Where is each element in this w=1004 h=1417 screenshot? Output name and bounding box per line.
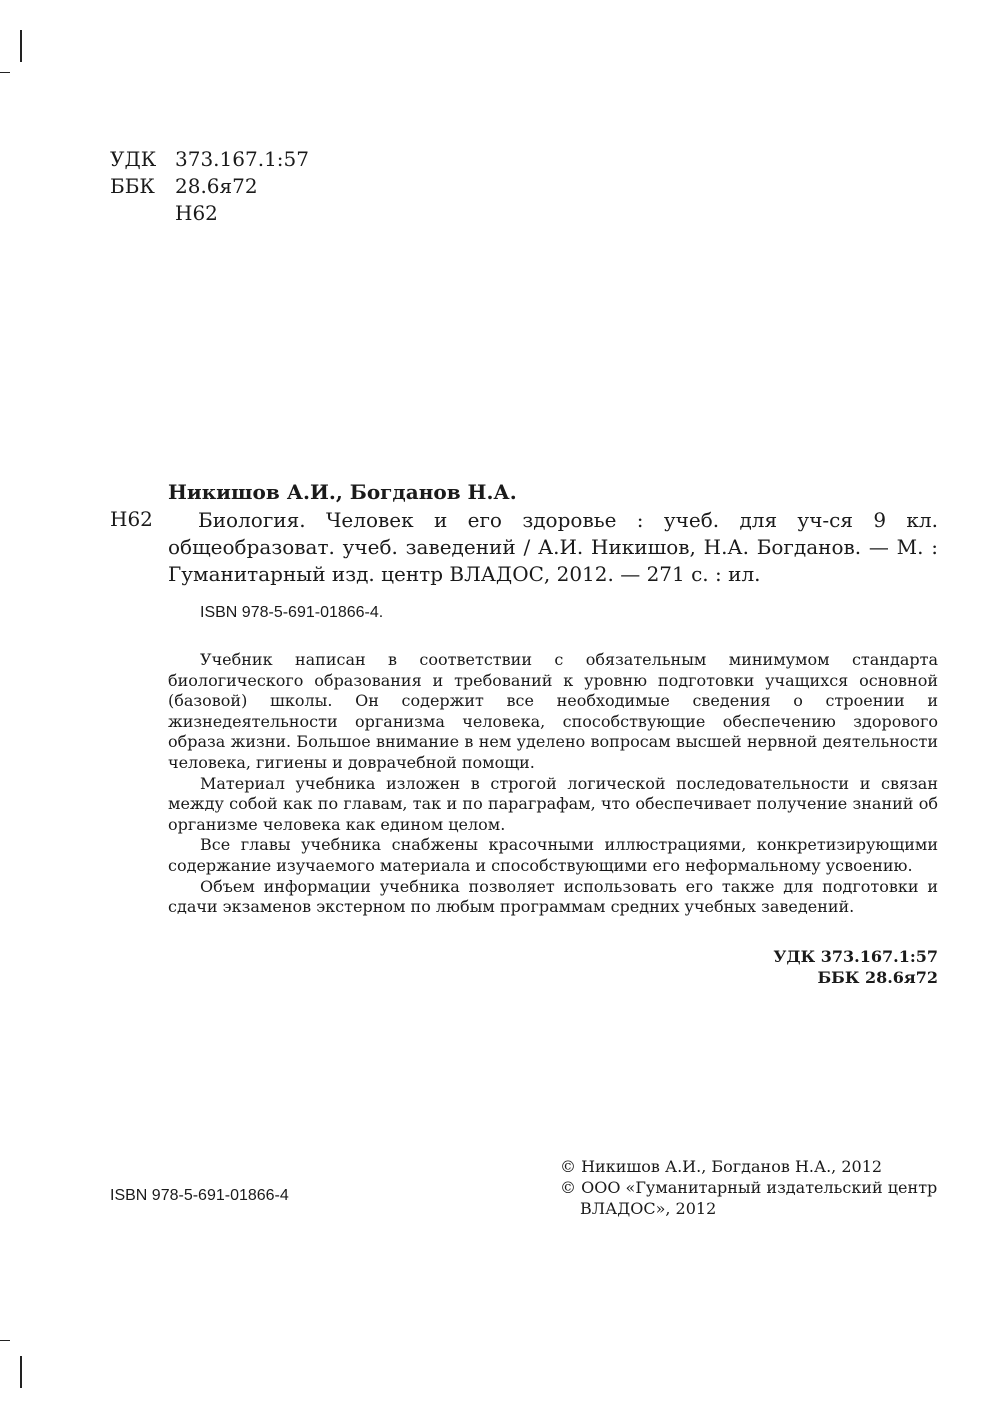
crop-mark-top-vertical — [20, 30, 22, 62]
record-authors: Никишов А.И., Богданов Н.А. — [168, 480, 517, 504]
record-code: Н62 — [110, 507, 153, 531]
crop-mark-bottom-vertical — [20, 1356, 22, 1388]
record-description-text: Биология. Человек и его здоровье : учеб. для уч-ся 9 кл. общеобразоват. учеб. заведений / А.И. Никишов, Н.А. Богданов. — М. : Гуманитарный изд. центр ВЛАДОС, 2012. — 271 с. : ил. — [168, 508, 938, 586]
bbk-label: ББК — [110, 174, 155, 198]
library-codes — [110, 146, 309, 227]
record-description — [168, 507, 938, 588]
author-mark-row — [110, 200, 309, 227]
annotation-paragraph: Объем информации учебника позволяет использовать его также для подготовки и сдачи экзаменов экстерном по любым программам средних учебных заведений. — [168, 876, 938, 917]
author-mark: Н62 — [175, 201, 218, 225]
copyright-block — [560, 1156, 937, 1219]
udk-value: 373.167.1:57 — [175, 147, 309, 171]
bbk-row — [110, 173, 309, 200]
crop-mark-top-horizontal — [0, 72, 10, 73]
udk-label: УДК — [110, 147, 157, 171]
annotation — [168, 650, 938, 918]
copyright-line-3: ВЛАДОС», 2012 — [580, 1199, 717, 1218]
classification — [773, 946, 938, 988]
copyright-line-1: © Никишов А.И., Богданов Н.А., 2012 — [560, 1157, 883, 1176]
classification-udk: УДК 373.167.1:57 — [773, 947, 938, 966]
footer-isbn: ISBN 978-5-691-01866-4 — [110, 1187, 289, 1204]
annotation-paragraph: Все главы учебника снабжены красочными иллюстрациями, конкретизирующими содержание изучаемого материала и способствующими его неформальному усвоению. — [168, 835, 938, 875]
bbk-value: 28.6я72 — [175, 174, 258, 198]
record-isbn: ISBN 978-5-691-01866-4. — [200, 604, 384, 621]
classification-bbk: ББК 28.6я72 — [817, 968, 938, 987]
annotation-paragraph: Учебник написан в соответствии с обязательным минимумом стандарта биологического образования и требований к уровню подготовки учащихся основной (базовой) школы. Он содержит все необходимые сведения о строении и жизнедеятельности организма человека, способствующие обеспечению здорового образа жизни. Большое внимание в нем уделено вопросам высшей нервной деятельности человека, гигиены и доврачебной помощи. — [168, 650, 938, 772]
crop-mark-bottom-horizontal — [0, 1340, 10, 1341]
udk-row — [110, 146, 309, 173]
copyright-line-2: © ООО «Гуманитарный издательский центр — [560, 1178, 938, 1197]
annotation-paragraph: Материал учебника изложен в строгой логической последовательности и связан между собой как по главам, так и по параграфам, что обеспечивает получение знаний об организме человека как едином целом. — [168, 773, 938, 834]
